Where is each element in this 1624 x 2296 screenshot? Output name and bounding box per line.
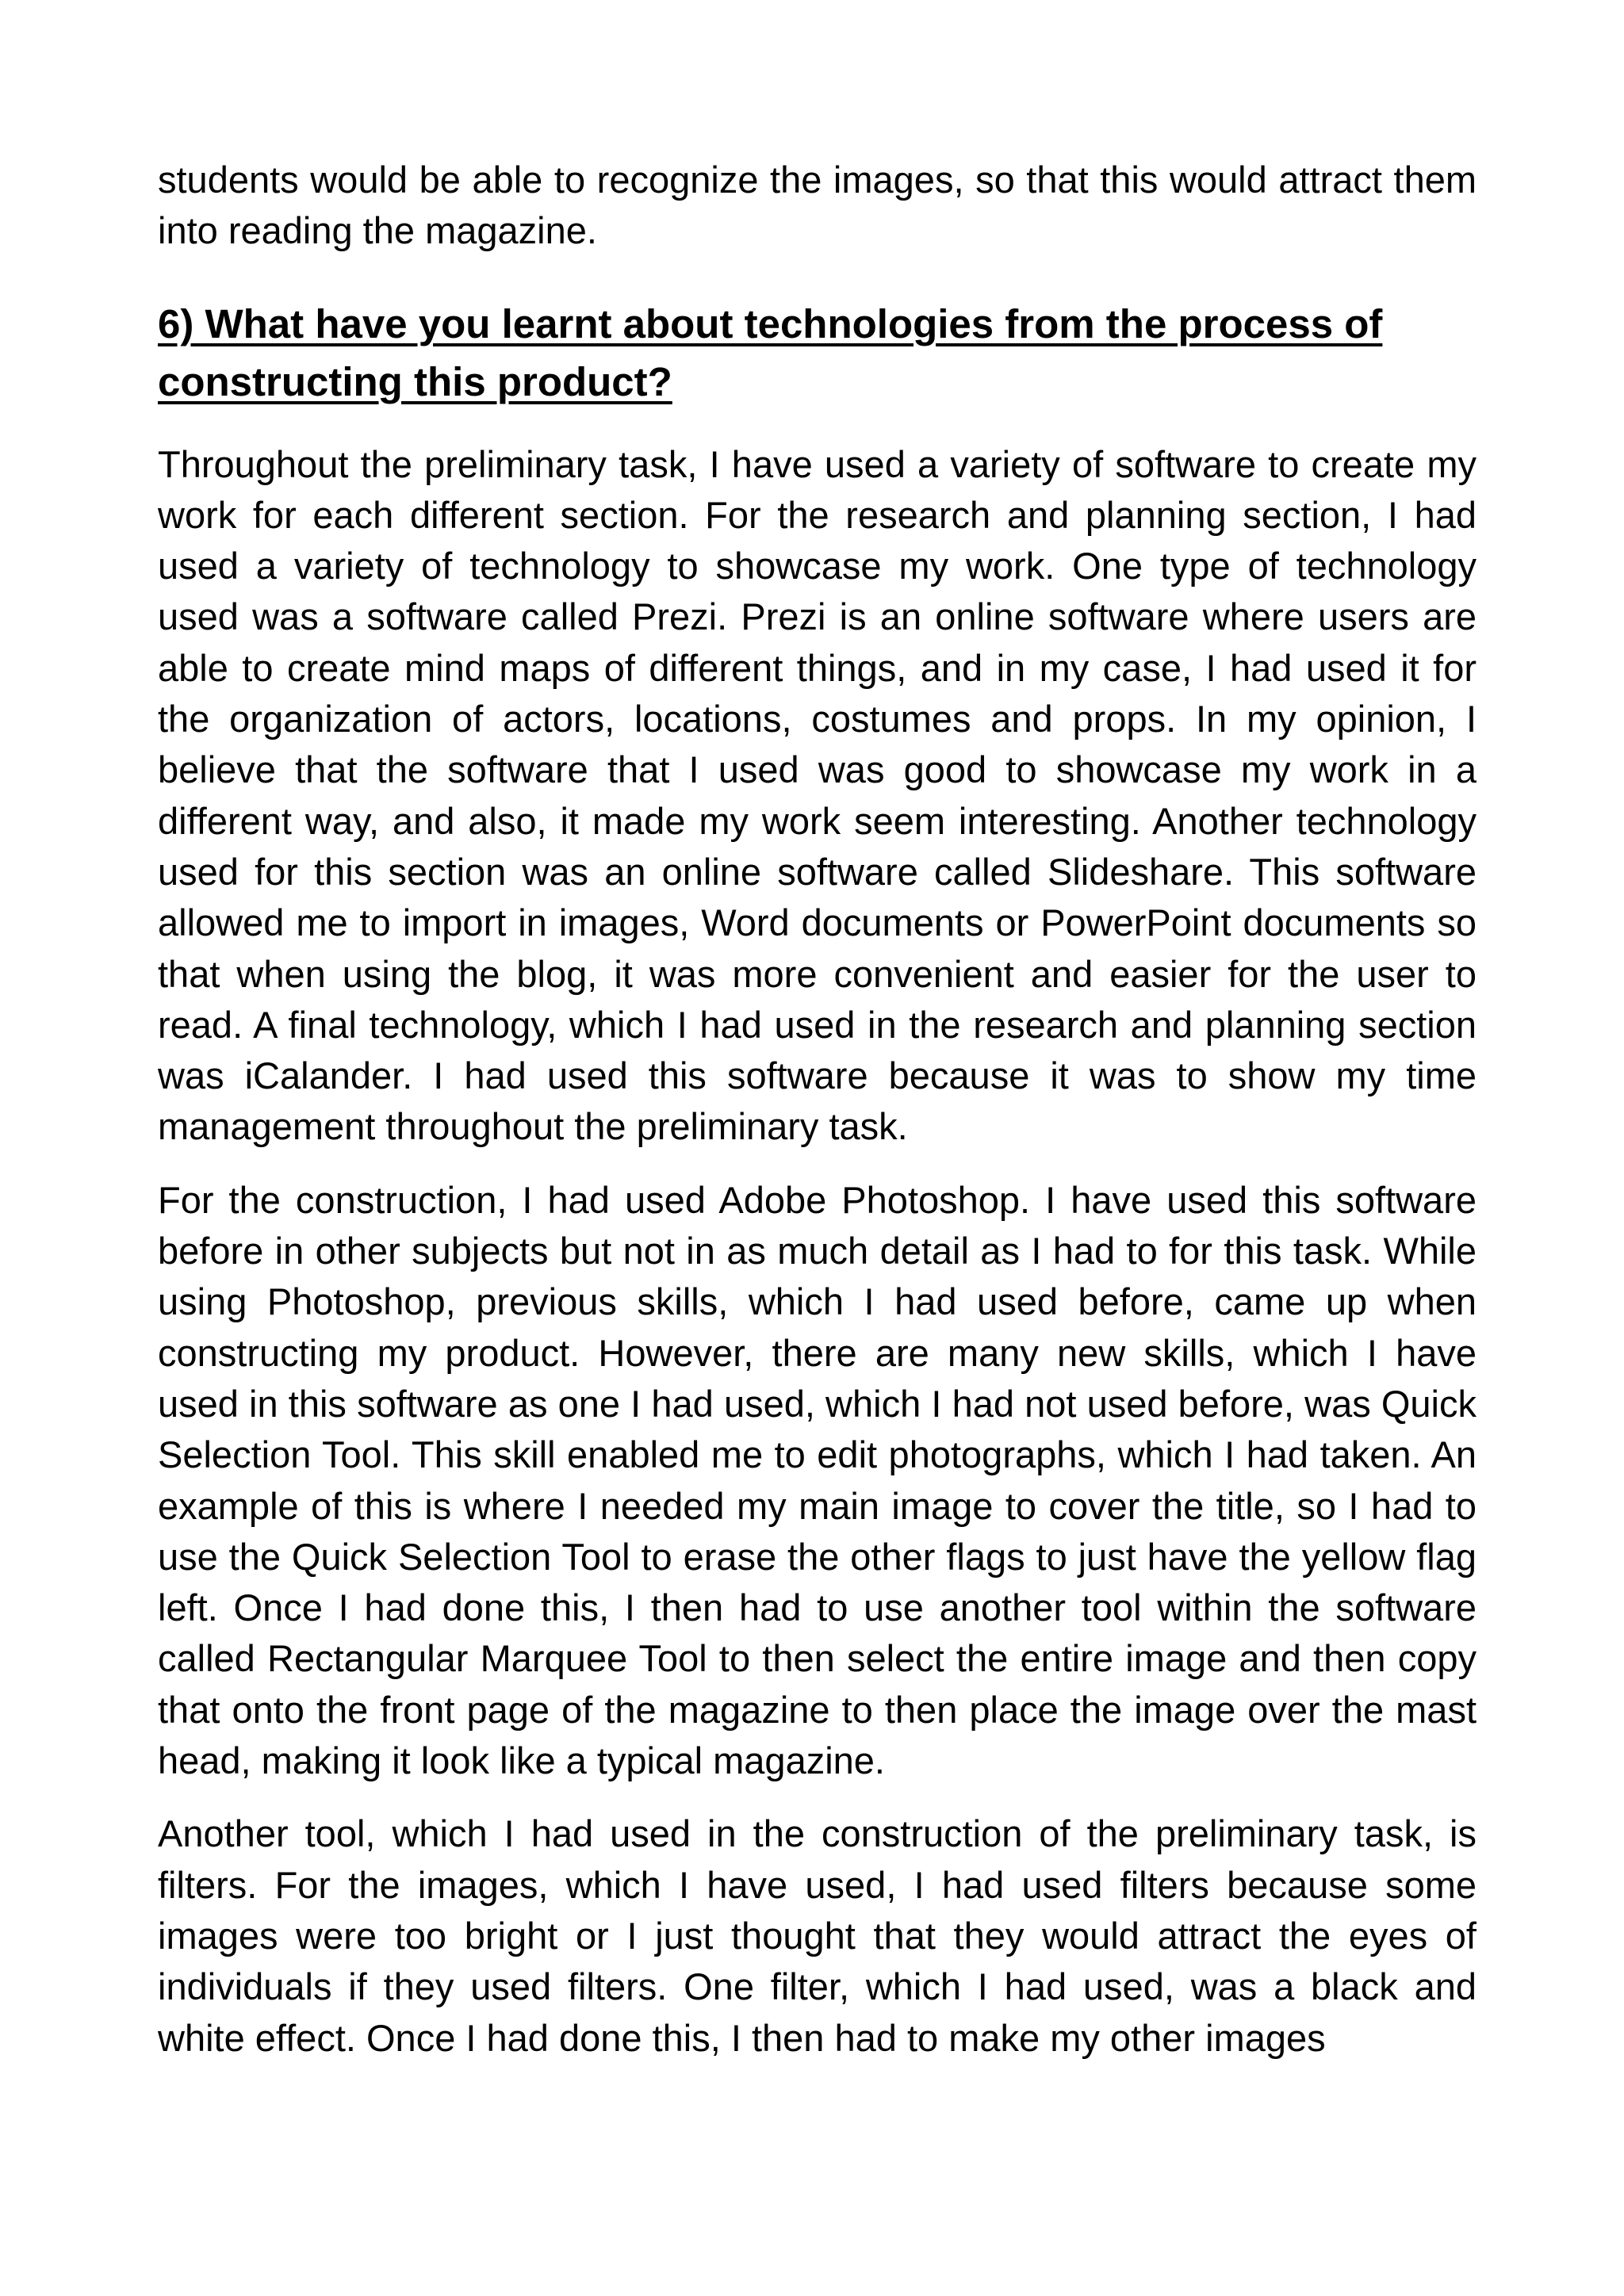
- paragraph-construction-photoshop: For the construction, I had used Adobe Photoshop. I have used this software before in other subjects but not in as much detail as I had to for this task. While using Photoshop, previous skills, which I had used before, came up when constructing my product. However, there are many new skills, which I have used in this software as one I had used, which I had not used before, was Quick Selection Tool. This skill enabled me to edit photographs, which I had taken. An example of this is where I needed my main image to cover the title, so I had to use the Quick Selection Tool to erase the other flags to just have the yellow flag left. Once I had done this, I then had to use another tool within the software called Rectangular Marquee Tool to then select the entire image and then copy that onto the front page of the magazine to then place the image over the mast head, making it look like a typical magazine.: [158, 1178, 1477, 1782]
- section-heading: 6) What have you learnt about technologies from the process of constructing this product?: [158, 300, 1383, 404]
- paragraph-research-planning: Throughout the preliminary task, I have used a variety of software to create my work for each different section. For the research and planning section, I had used a variety of technology to showcase my work. One type of technology used was a software called Prezi. Prezi is an online software where users are able to create mind maps of different things, and in my case, I had used it for the organization of actors, locations, costumes and props. In my opinion, I believe that the software that I used was good to showcase my work in a different way, and also, it made my work seem interesting. Another technology used for this section was an online software called Slideshare. This software allowed me to import in images, Word documents or PowerPoint documents so that when using the blog, it was more convenient and easier for the user to read. A final technology, which I had used in the research and planning section was iCalander. I had used this software because it was to show my time management throughout the preliminary task.: [158, 442, 1477, 1148]
- intro-paragraph: students would be able to recognize the images, so that this would attract them into reading the magazine.: [158, 159, 1477, 252]
- paragraph-filters: Another tool, which I had used in the construction of the preliminary task, is filters. For the images, which I have used, I had used filters because some images were too bright or I just thought that they would attract the eyes of individuals if they used filters. One filter, which I had used, was a black and white effect. Once I had done this, I then had to make my other images: [158, 1812, 1477, 2059]
